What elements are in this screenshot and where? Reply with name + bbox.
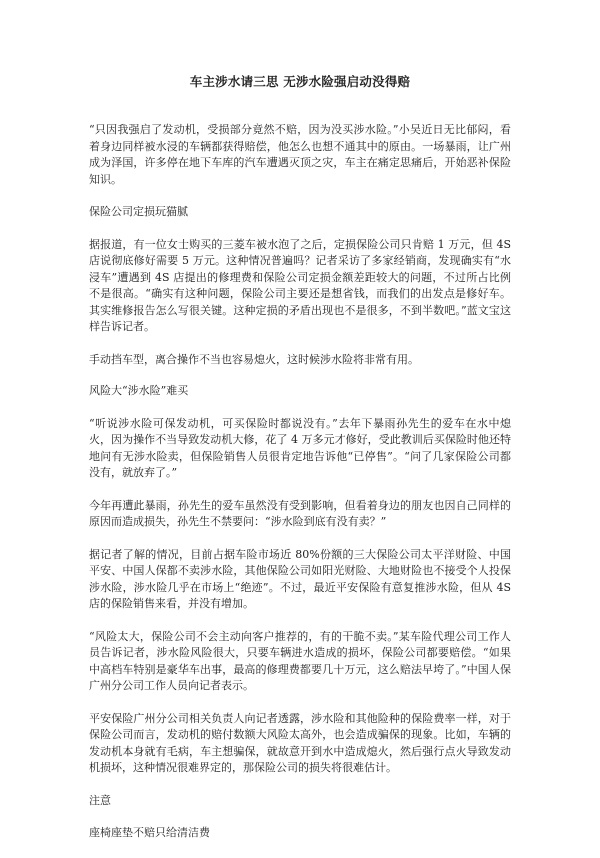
section-heading-3: 注意: [89, 793, 111, 807]
body-paragraph-4: 今年再遭此暴雨，孙先生的爱车虽然没有受到影响，但看着身边的朋友也因自己同样的原因而造成损失，孙先生不禁要问：“涉水险到底有没有卖？”: [89, 498, 511, 528]
section-heading-2: 风险大“涉水险”难买: [89, 384, 189, 397]
body-paragraph-2: 手动挡车型，离合操作不当也容易熄火，这时候涉水险将非常有用。: [89, 352, 419, 366]
section-heading-1: 保险公司定损玩猫腻: [89, 205, 188, 218]
intro-paragraph: “只因我强启了发动机，受损部分竟然不赔，因为没买涉水险。”小吴近日无比郁闷，看着身边同样被水浸的车辆都获得赔偿，他怎么也想不通其中的原由。一场暴雨，让广州成为泽国，许多停在地下车库的汽车遭遇灭顶之灾，车主在痛定思痛后，开始恶补保险知识。: [89, 123, 511, 186]
section-heading-4: 座椅座垫不赔只给清洁费: [89, 826, 210, 839]
body-paragraph-1: 据报道，有一位女士购买的三菱车被水泡了之后，定损保险公司只肯赔 1 万元，但 4S 店说彻底修好需要 5 万元。这种情况普遍吗？记者采访了多家经销商，发现确实有“水浸车”遭遇到 4S 店提出的修理费和保险公司定损金额差距较大的问题，不过所占比例不是很高。“确实有这种问题，保险公司主要还是想省钱，而我们的出发点是修好车。其实维修报告怎么写很关键。这种定损的矛盾出现也不是很多，不到半数吧。”蓝文宝这样告诉记者。: [89, 237, 511, 333]
body-paragraph-3: “听说涉水险可保发动机，可买保险时都说没有。”去年下暴雨孙先生的爱车在水中熄火，因为操作不当导致发动机大修，花了 4 万多元才修好，受此教训后买保险时他还特地问有无涉水险卖，但保险销售人员很肯定地告诉他“已停售”。“问了几家保险公司都没有，就放弃了。”: [89, 416, 511, 479]
article-title: 车主涉水请三思 无涉水险强启动没得赔: [189, 74, 411, 89]
document-page: [89, 74, 511, 858]
body-paragraph-5: 据记者了解的情况，目前占据车险市场近 80%份额的三大保险公司太平洋财险、中国平安、中国人保都不卖涉水险，其他保险公司如阳光财险、大地财险也不接受个人投保涉水险，涉水险几乎在市场上“绝迹”。不过，最近平安保险有意复推涉水险，但从 4S 店的保险销售来看，并没有增加。: [89, 547, 511, 610]
body-paragraph-7: 平安保险广州分公司相关负责人向记者透露，涉水险和其他险种的保险费率一样，对于保险公司而言，发动机的赔付数额大风险太高外，也会造成骗保的现象。比如，车辆的发动机本身就有毛病，车主想骗保，就故意开到水中造成熄火，然后强行点火导致发动机损坏，这种情况很难界定的，那保险公司的损失将很难估计。: [89, 711, 511, 774]
body-paragraph-6: “风险太大，保险公司不会主动向客户推荐的，有的干脆不卖。”某车险代理公司工作人员告诉记者，涉水险风险很大，只要车辆进水造成的损坏，保险公司都要赔偿。“如果中高档车特别是豪华车出事，最高的修理费都要几十万元，这么赔法早垮了。”中国人保广州分公司工作人员向记者表示。: [89, 629, 511, 692]
